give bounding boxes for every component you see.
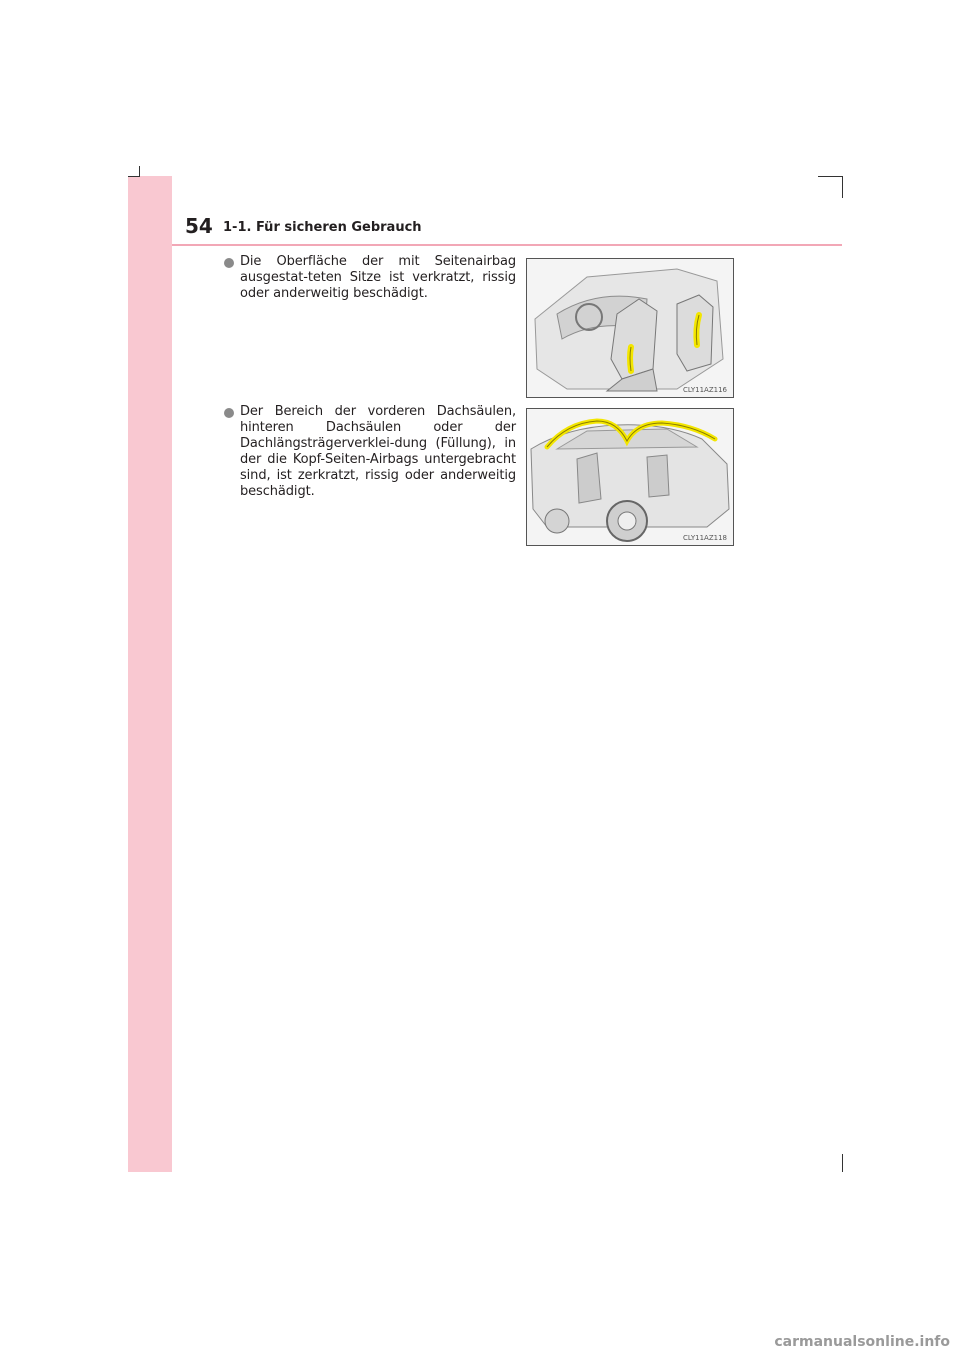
section-title: 1-1. Für sicheren Gebrauch <box>223 220 422 235</box>
page-sidebar-tab <box>128 176 172 1172</box>
crop-mark-bottom-right <box>842 1154 843 1172</box>
crop-mark-top-left <box>128 176 140 177</box>
seat-airbag-illustration <box>527 259 733 397</box>
figure-curtain-airbag <box>526 408 734 546</box>
bullet-icon <box>224 408 234 418</box>
header-rule <box>172 244 842 246</box>
crop-mark-top-right <box>818 176 842 177</box>
crop-mark-top-right-v <box>842 176 843 198</box>
bullet-item <box>224 254 516 302</box>
figure-code: CLY11AZ118 <box>683 534 727 542</box>
bullet-text: Der Bereich der vorderen Dachsäulen, hinteren Dachsäulen oder der Dachlängsträgerverklei-dung (Füllung), in der die Kopf-Seiten-Airbags untergebracht sind, ist zerkratzt, rissig oder anderweitig beschädigt. <box>240 404 516 499</box>
bullet-item <box>224 404 516 500</box>
figure-seat-airbag <box>526 258 734 398</box>
curtain-airbag-illustration <box>527 409 733 545</box>
figure-code: CLY11AZ116 <box>683 386 727 394</box>
bullet-text: Die Oberfläche der mit Seitenairbag ausgestat-teten Sitze ist verkratzt, rissig oder anderweitig beschädigt. <box>240 254 516 301</box>
page-number: 54 <box>185 214 213 238</box>
crop-mark-top-left-v <box>139 166 140 176</box>
bullet-icon <box>224 258 234 268</box>
watermark[interactable]: carmanualsonline.info <box>774 1334 950 1350</box>
